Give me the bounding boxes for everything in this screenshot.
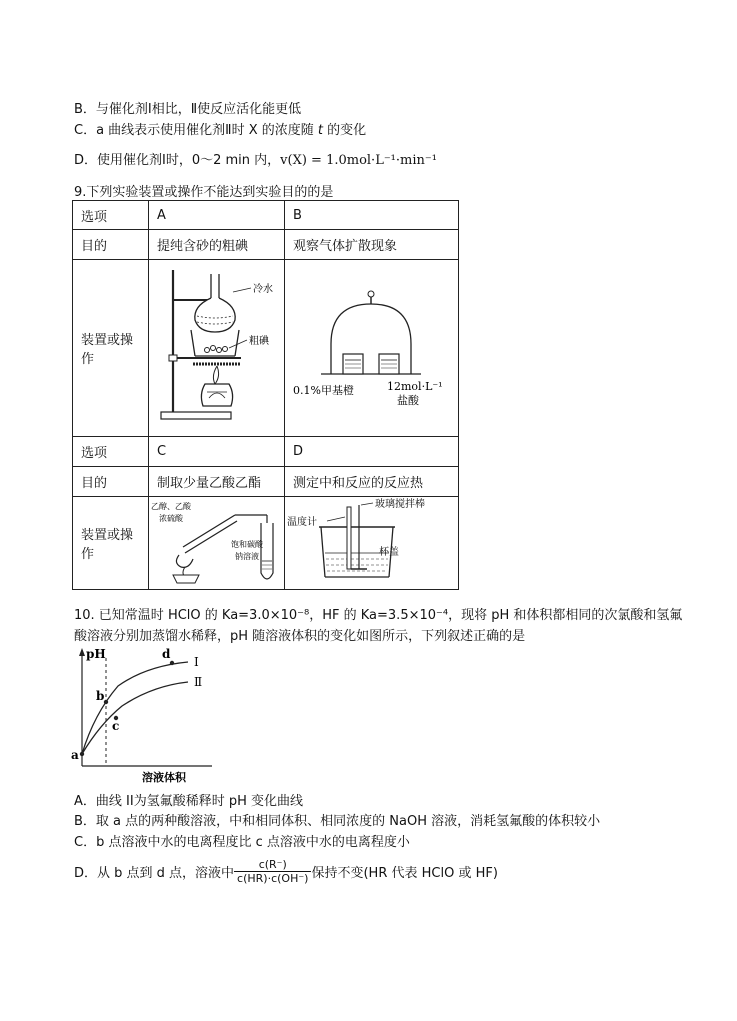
table-row — [73, 497, 459, 590]
graph-curve-2-label: Ⅱ — [194, 675, 203, 689]
table-cell: 提纯含砂的粗碘 — [149, 230, 285, 260]
figure-c-label-reagent-1: 乙醇、乙酸 — [151, 502, 191, 511]
figure-d-label-stirrer: 玻璃搅拌棒 — [375, 499, 425, 510]
figure-d-label-lid: 杯盖 — [379, 547, 399, 558]
q10-option-c: C．b 点溶液中水的电离程度比 c 点溶液中水的电离程度小 — [74, 835, 410, 850]
figure-c-label-reagent-2: 浓硫酸 — [159, 514, 183, 523]
q8-option-d-formula: v(X) = 1.0mol·L⁻¹·min⁻¹ — [280, 153, 437, 168]
figure-b-label-right-1: 12mol·L⁻¹ — [387, 380, 443, 393]
q8-option-b: B．与催化剂Ⅰ相比，Ⅱ使反应活化能更低 — [74, 102, 302, 117]
q10-ph-dilution-graph — [62, 644, 222, 784]
q8-option-d-prefix: D．使用催化剂Ⅰ时，0～2 min 内， — [74, 153, 281, 168]
figure-a-cell — [149, 260, 285, 437]
table-cell: 装置或操作 — [73, 260, 149, 437]
q10-option-a: A．曲线 II为氢氟酸稀释时 pH 变化曲线 — [74, 794, 303, 809]
figure-a-label-water: 冷水 — [253, 284, 273, 295]
graph-ylabel: pH — [86, 647, 106, 661]
figure-c-ester-apparatus — [149, 497, 285, 585]
table-cell: C — [149, 437, 285, 467]
graph-point-b: b — [96, 689, 105, 703]
q10-option-b: B．取 a 点的两种酸溶液，中和相同体积、相同浓度的 NaOH 溶液，消耗氢氟酸的体积较小 — [74, 814, 601, 829]
q10-option-d-fraction — [234, 858, 311, 885]
table-cell: 目的 — [73, 467, 149, 497]
graph-point-a: a — [71, 748, 79, 762]
table-row — [73, 201, 459, 230]
figure-c-cell — [149, 497, 285, 590]
figure-c-label-solution-1: 饱和碳酸 — [231, 540, 263, 549]
q10-stem-line-1: 10. 已知常温时 HClO 的 Ka=3.0×10⁻⁸，HF 的 Ka=3.5×10⁻⁴，现将 pH 和体积都相同的次氯酸和氢氟 — [74, 608, 683, 623]
figure-d-calorimeter — [285, 497, 459, 585]
table-cell: A — [149, 201, 285, 230]
table-cell: 观察气体扩散现象 — [285, 230, 459, 260]
q8-option-c-suffix: 的变化 — [323, 123, 367, 138]
figure-b-label-right-2: 盐酸 — [397, 394, 419, 407]
table-row — [73, 230, 459, 260]
q10-option-d-suffix: 保持不变(HR 代表 HClO 或 HF) — [311, 866, 498, 881]
graph-xlabel: 溶液体积 — [142, 771, 186, 784]
figure-d-cell — [285, 497, 459, 590]
q10-option-d — [74, 858, 498, 885]
figure-b-diffusion-bell-jar — [285, 260, 459, 432]
figure-a-label-iodine: 粗碘 — [249, 336, 269, 347]
q8-option-c-var: t — [317, 123, 323, 138]
fraction-denominator: c(HR)·c(OH⁻) — [237, 872, 309, 885]
table-cell: 目的 — [73, 230, 149, 260]
table-cell: 选项 — [73, 437, 149, 467]
figure-a-sublimation-apparatus — [149, 260, 285, 432]
q8-option-c-prefix: C．a 曲线表示使用催化剂Ⅱ时 X 的浓度随 — [74, 123, 318, 138]
figure-b-label-left: 0.1%甲基橙 — [293, 384, 354, 397]
table-row — [73, 467, 459, 497]
table-cell: 测定中和反应的反应热 — [285, 467, 459, 497]
q8-option-d — [74, 149, 437, 168]
fraction-numerator: c(R⁻) — [234, 858, 311, 872]
graph-point-c: c — [112, 719, 120, 733]
q9-table — [72, 200, 459, 590]
q9-stem: 9.下列实验装置或操作不能达到实验目的的是 — [74, 185, 334, 200]
q10-option-d-prefix: D．从 b 点到 d 点，溶液中 — [74, 866, 235, 881]
table-cell: B — [285, 201, 459, 230]
figure-d-label-thermometer: 温度计 — [287, 517, 317, 528]
q10-stem-line-2: 酸溶液分别加蒸馏水稀释，pH 随溶液体积的变化如图所示，下列叙述正确的是 — [74, 629, 526, 644]
graph-curve-1-label: Ⅰ — [194, 655, 199, 669]
figure-c-label-solution-2: 钠溶液 — [235, 552, 259, 561]
graph-point-d: d — [162, 647, 171, 661]
table-cell: 制取少量乙酸乙酯 — [149, 467, 285, 497]
table-cell: 装置或操作 — [73, 497, 149, 590]
table-row — [73, 437, 459, 467]
table-row — [73, 260, 459, 437]
q8-option-c — [74, 119, 366, 138]
table-cell: 选项 — [73, 201, 149, 230]
figure-b-cell — [285, 260, 459, 437]
table-cell: D — [285, 437, 459, 467]
